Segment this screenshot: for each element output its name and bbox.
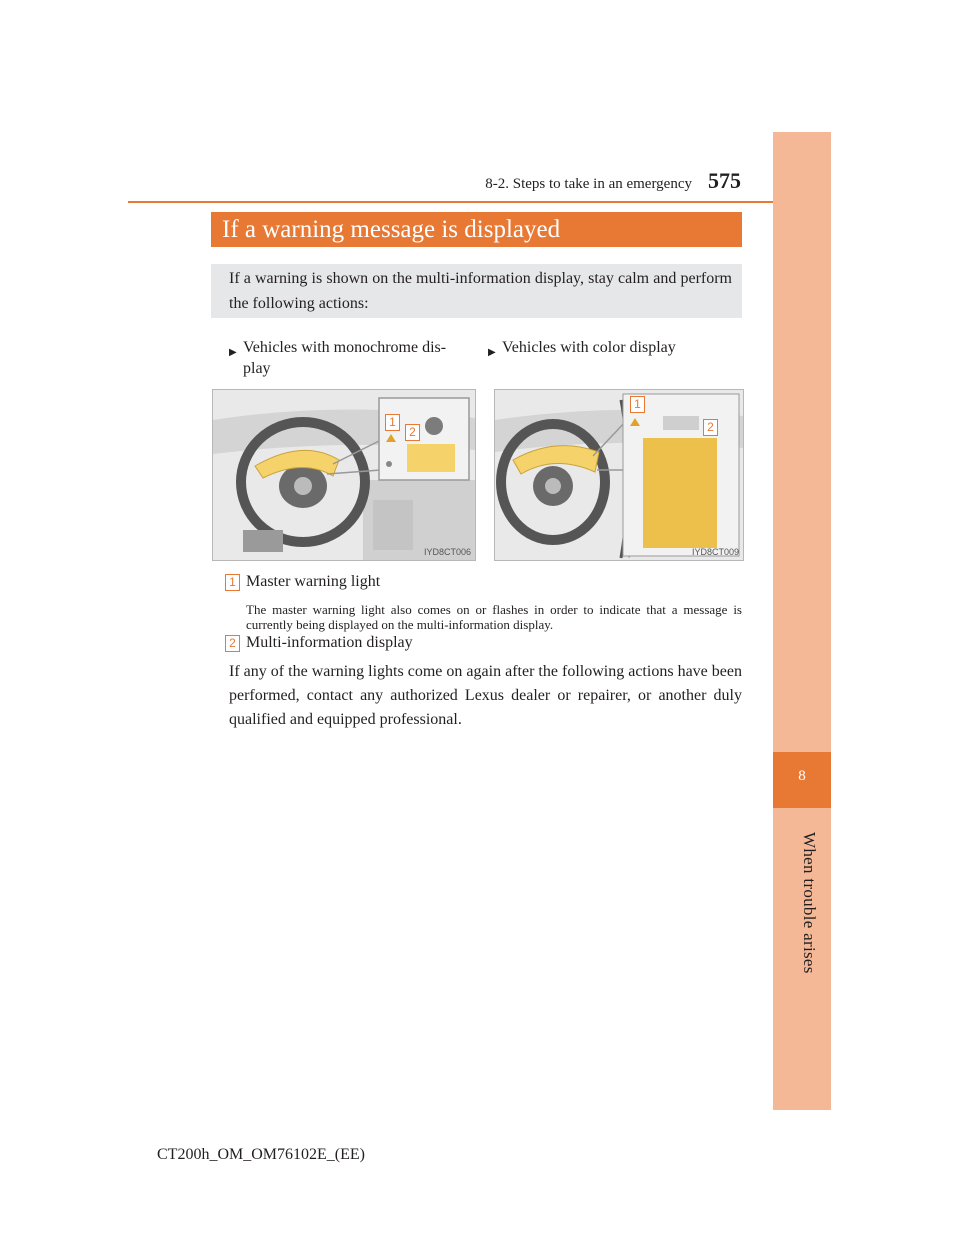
legend-label-2: Multi-information display [246, 634, 413, 651]
callout-1: 1 [630, 396, 645, 413]
callout-1: 1 [385, 414, 400, 431]
variant-label: Vehicles with monochrome dis- play [243, 339, 447, 377]
legend-note-1: The master warning light also comes on or flashes in order to indicate that a message is currently being displayed on the multi-information display. [246, 602, 742, 632]
callout-2: 2 [405, 424, 420, 441]
variant-monochrome [229, 337, 475, 379]
section-heading: 8-2. Steps to take in an emergency [485, 176, 692, 192]
legend-number-1: 1 [225, 574, 240, 591]
variant-color [488, 337, 734, 363]
page-title: If a warning message is displayed [222, 216, 561, 243]
figure-code: IYD8CT009 [691, 547, 739, 557]
chapter-number: 8 [798, 768, 806, 784]
variant-label: Vehicles with color display [502, 339, 676, 356]
footer-code: CT200h_OM_OM76102E_(EE) [157, 1146, 365, 1163]
figure-code: IYD8CT006 [423, 547, 471, 557]
cockpit-illustration [495, 390, 743, 560]
intro-text: If a warning is shown on the multi-information display, stay calm and perform the following actions: [229, 270, 732, 312]
callout-2: 2 [703, 419, 718, 436]
figure-monochrome-cockpit [212, 389, 476, 561]
triangle-bullet-icon: ▶ [229, 347, 237, 358]
figure-color-cockpit [494, 389, 744, 561]
cockpit-illustration [213, 390, 475, 560]
header-rule [128, 201, 773, 203]
chapter-label: When trouble arises [800, 832, 819, 974]
legend-label-1: Master warning light [246, 573, 381, 590]
triangle-bullet-icon: ▶ [488, 347, 496, 358]
closing-paragraph: If any of the warning lights come on again after the following actions have been performed, contact any authorized Lexus dealer or repairer, or another duly qualified and equipped professional. [229, 663, 742, 728]
legend-number-2: 2 [225, 635, 240, 652]
page-number: 575 [708, 168, 741, 193]
